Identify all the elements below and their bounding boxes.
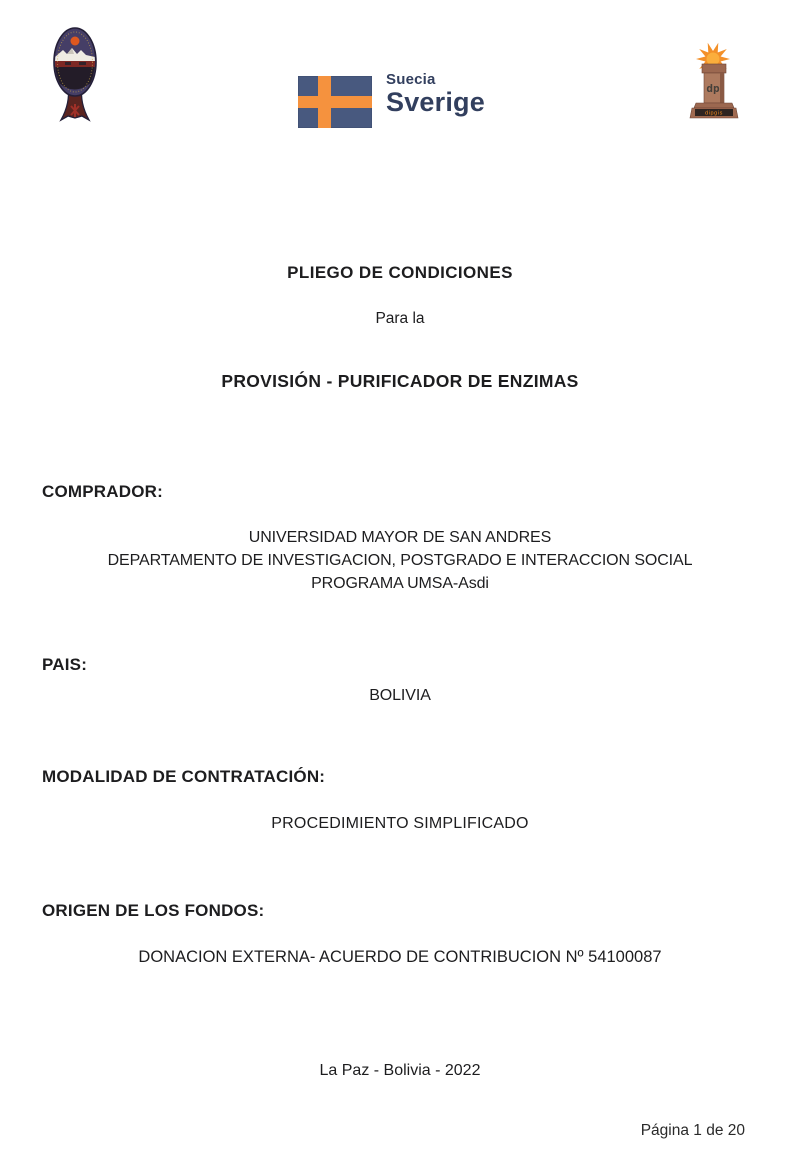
sweden-flag-icon — [298, 76, 372, 128]
sweden-label-spanish: Suecia — [386, 71, 436, 88]
page-indicator: Página 1 de 20 — [640, 1122, 745, 1139]
procurement-method-value: PROCEDIMIENTO SIMPLIFICADO — [271, 815, 529, 832]
sweden-label-swedish: Sverige — [386, 87, 485, 117]
country-value: BOLIVIA — [369, 687, 431, 704]
section-label-pais: PAIS: — [42, 655, 88, 674]
buyer-line-university: UNIVERSIDAD MAYOR DE SAN ANDRES — [248, 529, 552, 546]
document-subtitle: Para la — [375, 310, 425, 327]
section-label-origen-fondos: ORIGEN DE LOS FONDOS: — [42, 901, 265, 920]
section-label-modalidad: MODALIDAD DE CONTRATACIÓN: — [42, 767, 326, 786]
document-title: PLIEGO DE CONDICIONES — [287, 263, 513, 282]
sweden-cooperation-logo — [298, 71, 485, 128]
dp-monogram: dp — [706, 82, 720, 95]
funds-origin-value: DONACION EXTERNA- ACUERDO DE CONTRIBUCION Nº 54100087 — [138, 948, 662, 966]
section-label-comprador: COMPRADOR: — [42, 482, 163, 501]
document-subject: PROVISIÓN - PURIFICADOR DE ENZIMAS — [221, 371, 579, 391]
place-and-year: La Paz - Bolivia - 2022 — [319, 1062, 481, 1079]
buyer-line-program: PROGRAMA UMSA-Asdi — [311, 575, 489, 592]
dipgis-base-text: dipgis — [705, 110, 723, 117]
umsa-university-seal-icon — [53, 27, 97, 123]
dipgis-monument-logo-icon — [682, 40, 744, 125]
buyer-line-department: DEPARTAMENTO DE INVESTIGACION, POSTGRADO E INTERACCION SOCIAL — [107, 552, 693, 569]
